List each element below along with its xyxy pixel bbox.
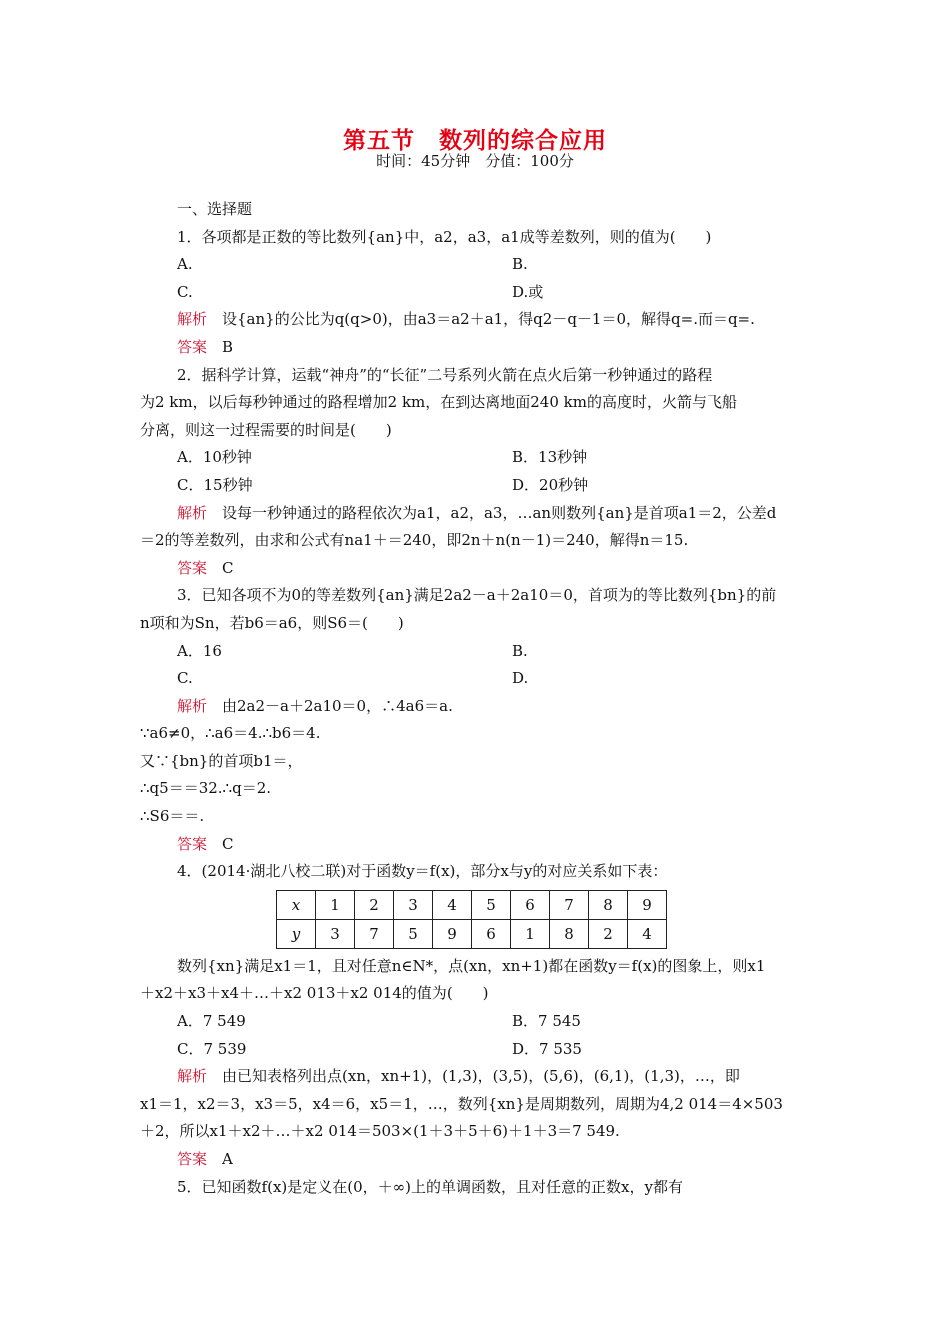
q4-solution-text-2: x1＝1，x2＝3，x3＝5，x4＝6，x5＝1，…，数列{xn}是周期数列，周期为4,2 014＝4×503	[140, 1094, 783, 1113]
q3-option-a: A．16	[177, 641, 222, 660]
q2-answer-value: C	[207, 558, 234, 577]
answer-label: 答案	[177, 834, 208, 853]
q1-option-d: D.或	[512, 282, 544, 301]
q1-solution	[140, 306, 810, 334]
table-cell: 6	[511, 890, 550, 919]
q3-solution-text-5: ∴S6＝＝.	[140, 807, 205, 826]
q4-solution	[140, 1063, 810, 1091]
table-cell: 2	[355, 890, 394, 919]
table-row-x	[277, 890, 667, 919]
q4-solution-text-3: ＋2，所以x1＋x2＋…＋x2 014＝503×(1＋3＋5＋6)＋1＋3＝7 549.	[140, 1122, 620, 1141]
table-cell: 4	[433, 890, 472, 919]
q4-option-d: D．7 535	[512, 1039, 582, 1058]
q2-options-row-1	[140, 444, 810, 472]
table-cell: 2	[589, 919, 628, 948]
q3-options-row-2	[140, 665, 810, 693]
table-cell: 7	[550, 890, 589, 919]
q4-option-b: B．7 545	[512, 1012, 581, 1031]
table-cell: 7	[355, 919, 394, 948]
q3-option-c: C.	[177, 669, 193, 688]
q2-option-d: D．20秒钟	[512, 475, 589, 494]
table-cell: 8	[550, 919, 589, 948]
question-5-line-1: 5．已知函数f(x)是定义在(0，＋∞)上的单调函数，且对任意的正数x，y都有	[177, 1177, 683, 1196]
table-cell: 3	[394, 890, 433, 919]
q3-solution-text-4: ∴q5＝＝32.∴q＝2.	[140, 779, 272, 798]
answer-label: 答案	[177, 1150, 208, 1168]
q3-answer	[140, 831, 810, 859]
q1-options-row-1	[140, 251, 810, 279]
question-2-line-1: 2．据科学计算，运载“神舟”的“长征”二号系列火箭在点火后第一秒钟通过的路程	[177, 365, 713, 384]
q2-solution-text-1: 设每一秒钟通过的路程依次为a1，a2，a3，…an则数列{an}是首项a1＝2，公差d	[207, 503, 777, 522]
table-cell: 5	[394, 919, 433, 948]
analysis-label: 解析	[177, 696, 208, 715]
q2-solution-text-2: ＝2的等差数列，由求和公式有na1＋＝240，即2n＋n(n－1)＝240，解得n＝15.	[140, 531, 689, 550]
table-header-y: y	[277, 919, 316, 948]
q4-solution-text-1: 由已知表格列出点(xn，xn+1)，(1,3)，(3,5)，(5,6)，(6,1)，(1,3)，…，即	[207, 1067, 740, 1086]
q3-solution-text-1: 由2a2－a＋2a10＝0，∴4a6＝a.	[207, 696, 453, 715]
q4-option-c: C．7 539	[177, 1039, 247, 1058]
q2-solution	[140, 500, 810, 528]
q1-solution-text: 设{an}的公比为q(q>0)，由a3＝a2＋a1，得q2－q－1＝0，解得q=.而＝q=.	[207, 310, 755, 329]
document-body	[140, 196, 810, 1201]
question-3-line-1: 3．已知各项不为0的等差数列{an}满足2a2－a＋2a10＝0，首项为的等比数列{bn}的前	[177, 586, 777, 605]
analysis-label: 解析	[177, 503, 208, 522]
question-4-line-3: ＋x2＋x3＋x4＋…＋x2 013＋x2 014的值为( )	[140, 984, 489, 1003]
q1-option-b: B.	[512, 255, 528, 274]
q3-answer-value: C	[207, 834, 234, 853]
question-1: 1．各项都是正数的等比数列{an}中，a2，a3，a1成等差数列，则的值为( )	[177, 227, 712, 246]
q1-answer	[140, 334, 810, 362]
analysis-label: 解析	[177, 310, 208, 329]
q1-option-a: A.	[177, 255, 193, 274]
q1-options-row-2	[140, 279, 810, 307]
q4-option-a: A．7 549	[177, 1012, 246, 1031]
q3-option-d: D.	[512, 669, 529, 688]
q2-options-row-2	[140, 472, 810, 500]
q4-answer-value: A	[207, 1150, 233, 1168]
answer-label: 答案	[177, 337, 208, 356]
table-cell: 1	[316, 890, 355, 919]
q2-option-a: A．10秒钟	[177, 448, 252, 467]
table-cell: 5	[472, 890, 511, 919]
table-cell: 4	[628, 919, 667, 948]
question-3-line-2: n项和为Sn，若b6＝a6，则S6＝( )	[140, 613, 404, 632]
q2-option-b: B．13秒钟	[512, 448, 588, 467]
analysis-label: 解析	[177, 1067, 208, 1086]
table-cell: 9	[628, 890, 667, 919]
q2-option-c: C．15秒钟	[177, 475, 253, 494]
q4-options-row-2	[140, 1036, 810, 1064]
table-row-y	[277, 919, 667, 948]
section-heading: 一、选择题	[177, 200, 253, 218]
q4-answer	[140, 1146, 810, 1174]
answer-label: 答案	[177, 558, 208, 577]
page-subtitle: 时间：45分钟 分值：100分	[376, 152, 574, 170]
table-cell: 6	[472, 919, 511, 948]
question-2-line-2: 为2 km，以后每秒钟通过的路程增加2 km，在到达离地面240 km的高度时，火箭与飞船	[140, 393, 737, 412]
question-2-line-3: 分离，则这一过程需要的时间是( )	[140, 420, 392, 439]
table-cell: 8	[589, 890, 628, 919]
q3-solution-text-3: 又∵{bn}的首项b1＝，	[140, 751, 303, 770]
question-4-line-2: 数列{xn}满足x1＝1，且对任意n∈N*，点(xn，xn+1)都在函数y＝f(x)的图象上，则x1	[177, 956, 766, 975]
q3-solution	[140, 693, 810, 721]
table-cell: 3	[316, 919, 355, 948]
q1-option-c: C.	[177, 282, 193, 301]
q1-answer-value: B	[207, 337, 234, 356]
q3-option-b: B.	[512, 641, 528, 660]
table-header-x: x	[277, 890, 316, 919]
page-title: 第五节 数列的综合应用	[343, 128, 607, 154]
q2-answer	[140, 555, 810, 583]
q3-options-row-1	[140, 638, 810, 666]
table-cell: 1	[511, 919, 550, 948]
q4-options-row-1	[140, 1008, 810, 1036]
q3-solution-text-2: ∵a6≠0，∴a6＝4.∴b6＝4.	[140, 724, 321, 743]
table-cell: 9	[433, 919, 472, 948]
xy-value-table	[276, 890, 667, 949]
question-4-line-1: 4．(2014·湖北八校二联)对于函数y＝f(x)，部分x与y的对应关系如下表：	[177, 862, 668, 881]
